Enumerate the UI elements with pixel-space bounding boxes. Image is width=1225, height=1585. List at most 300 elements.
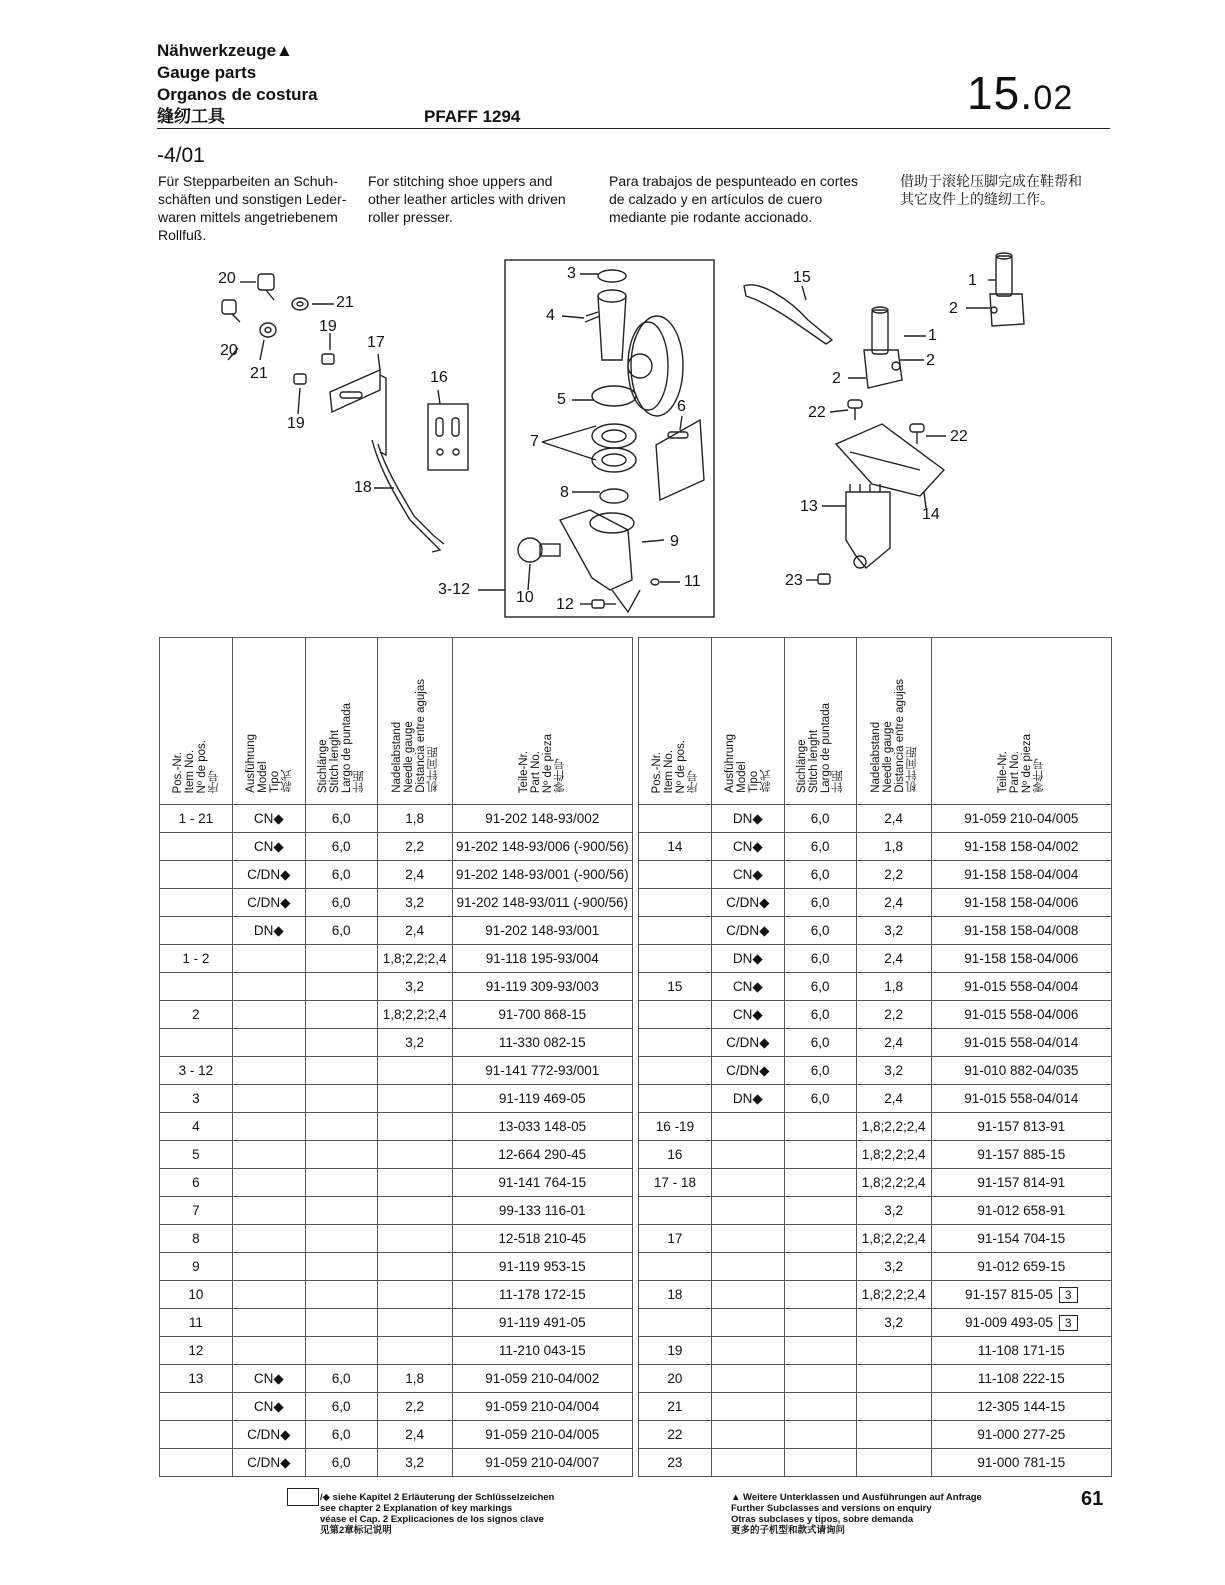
stitch-cell: 6,0 <box>784 945 856 973</box>
stitch-cell <box>305 945 377 973</box>
parts-table-right <box>638 637 1112 1477</box>
pos-cell <box>160 1393 233 1421</box>
part-cell: 91-015 558-04/004 <box>931 973 1111 1001</box>
model-cell: C/DN◆ <box>232 1421 305 1449</box>
needle-cell: 2,4 <box>377 917 452 945</box>
stitch-cell: 6,0 <box>784 861 856 889</box>
stitch-cell <box>784 1449 856 1477</box>
needle-cell: 1,8;2,2;2,4 <box>856 1169 931 1197</box>
stitch-cell <box>305 1337 377 1365</box>
part-cell: 91-157 814-91 <box>931 1169 1111 1197</box>
stitch-cell <box>784 1141 856 1169</box>
model-cell <box>232 1309 305 1337</box>
table-row <box>160 1085 633 1113</box>
pos-cell: 22 <box>639 1421 712 1449</box>
stitch-cell: 6,0 <box>305 861 377 889</box>
pos-cell <box>639 805 712 833</box>
part-cell: 91-012 659-15 <box>931 1253 1111 1281</box>
needle-cell: 2,2 <box>377 1393 452 1421</box>
intro-en: For stitching shoe uppers and other leather articles with driven roller presser. <box>368 173 566 225</box>
pos-cell <box>639 1197 712 1225</box>
part-cell: 91-119 469-05 <box>452 1085 632 1113</box>
reference-note-box: 3 <box>1059 1315 1078 1331</box>
needle-cell: 1,8;2,2;2,4 <box>856 1141 931 1169</box>
col-header-part: Teile-Nr. Part No. Nº de pieza 零件号 <box>452 638 632 805</box>
needle-cell: 3,2 <box>377 1449 452 1477</box>
model-cell <box>232 1085 305 1113</box>
part-cell: 91-015 558-04/006 <box>931 1001 1111 1029</box>
callout-18: 18 <box>354 479 372 496</box>
needle-cell: 1,8 <box>377 1365 452 1393</box>
part-cell: 91-141 764-15 <box>452 1169 632 1197</box>
machine-model: PFAFF 1294 <box>424 107 521 126</box>
reference-note-box: 3 <box>1059 1287 1078 1303</box>
table-row <box>639 917 1112 945</box>
model-cell <box>232 1057 305 1085</box>
callout-3: 3 <box>567 265 576 282</box>
stitch-cell <box>784 1393 856 1421</box>
stitch-cell <box>784 1253 856 1281</box>
table-row <box>639 1449 1112 1477</box>
needle-cell: 2,2 <box>856 861 931 889</box>
needle-cell <box>856 1421 931 1449</box>
table-row <box>160 917 633 945</box>
table-row <box>160 1365 633 1393</box>
needle-cell: 2,2 <box>856 1001 931 1029</box>
part-cell: 91-059 210-04/002 <box>452 1365 632 1393</box>
part-cell: 91-119 953-15 <box>452 1253 632 1281</box>
part-cell: 11-210 043-15 <box>452 1337 632 1365</box>
table-row <box>160 973 633 1001</box>
part-cell: 91-059 210-04/004 <box>452 1393 632 1421</box>
stitch-cell: 6,0 <box>784 1085 856 1113</box>
col-header-part: Teile-Nr. Part No. Nº de pieza 零件号 <box>931 638 1111 805</box>
pos-cell: 4 <box>160 1113 233 1141</box>
needle-cell <box>377 1057 452 1085</box>
table-row <box>639 1001 1112 1029</box>
part-cell: 91-158 158-04/006 <box>931 889 1111 917</box>
part-cell: 11-330 082-15 <box>452 1029 632 1057</box>
table-row <box>160 1057 633 1085</box>
pos-cell: 10 <box>160 1281 233 1309</box>
stitch-cell: 6,0 <box>305 833 377 861</box>
part-cell: 91-154 704-15 <box>931 1225 1111 1253</box>
callout-16: 16 <box>430 369 448 386</box>
pos-cell: 14 <box>639 833 712 861</box>
callout-22: 22 <box>808 404 826 421</box>
model-cell: C/DN◆ <box>232 1449 305 1477</box>
needle-cell: 2,4 <box>856 1085 931 1113</box>
needle-cell: 2,4 <box>377 1421 452 1449</box>
table-row <box>160 945 633 973</box>
stitch-cell: 6,0 <box>784 805 856 833</box>
needle-cell <box>377 1225 452 1253</box>
table-row <box>160 889 633 917</box>
part-cell: 12-518 210-45 <box>452 1225 632 1253</box>
footnote-subclasses: ▲ Weitere Unterklassen und Ausführungen auf Anfrage Further Subclasses and versions on enquiry Otras subclases y tipos, sobre demanda 更多的子机型和款式请询问 <box>731 1492 982 1536</box>
needle-cell: 3,2 <box>377 889 452 917</box>
part-cell: 11-178 172-15 <box>452 1281 632 1309</box>
table-row <box>639 889 1112 917</box>
section-main: 15 <box>967 67 1021 119</box>
pos-cell: 9 <box>160 1253 233 1281</box>
col-header-model: Ausführung Model Tipo 款式 <box>232 638 305 805</box>
model-cell <box>711 1197 784 1225</box>
part-cell: 91-059 210-04/007 <box>452 1449 632 1477</box>
model-cell <box>711 1169 784 1197</box>
table-row <box>160 1281 633 1309</box>
part-cell: 91-202 148-93/011 (-900/56) <box>452 889 632 917</box>
part-cell: 91-010 882-04/035 <box>931 1057 1111 1085</box>
pos-cell: 11 <box>160 1309 233 1337</box>
needle-cell: 3,2 <box>856 1253 931 1281</box>
intro-de: Für Stepparbeiten an Schuh- schäften und sonstigen Leder- waren mittels angetriebenem Rollfuß. <box>158 173 347 243</box>
pos-cell <box>160 833 233 861</box>
callout-6: 6 <box>677 398 686 415</box>
stitch-cell <box>305 1057 377 1085</box>
stitch-cell <box>784 1337 856 1365</box>
needle-cell: 1,8;2,2;2,4 <box>856 1225 931 1253</box>
pos-cell <box>639 861 712 889</box>
stitch-cell: 6,0 <box>305 805 377 833</box>
model-cell <box>711 1309 784 1337</box>
table-row <box>639 945 1112 973</box>
model-cell <box>232 1281 305 1309</box>
model-cell: CN◆ <box>232 1393 305 1421</box>
part-cell: 91-202 148-93/001 <box>452 917 632 945</box>
part-cell: 91-015 558-04/014 <box>931 1085 1111 1113</box>
table-row <box>639 1085 1112 1113</box>
table-row <box>639 1197 1112 1225</box>
needle-cell: 2,4 <box>856 945 931 973</box>
needle-cell: 2,4 <box>856 1029 931 1057</box>
model-cell <box>711 1225 784 1253</box>
model-cell <box>711 1365 784 1393</box>
callout-10: 10 <box>516 589 534 606</box>
model-cell: CN◆ <box>711 861 784 889</box>
col-header-pos: Pos.-Nr. Item No. Nº de pos. 序号 <box>639 638 712 805</box>
needle-cell: 1,8 <box>856 973 931 1001</box>
part-cell: 91-059 210-04/005 <box>452 1421 632 1449</box>
callout-1: 1 <box>928 327 937 344</box>
table-row <box>160 1309 633 1337</box>
model-cell: C/DN◆ <box>232 861 305 889</box>
part-cell: 11-108 171-15 <box>931 1337 1111 1365</box>
pos-cell: 13 <box>160 1365 233 1393</box>
needle-cell: 2,4 <box>856 889 931 917</box>
callout-21: 21 <box>336 294 354 311</box>
stitch-cell <box>305 1309 377 1337</box>
model-cell <box>232 1225 305 1253</box>
pos-cell <box>639 1253 712 1281</box>
model-cell: DN◆ <box>711 805 784 833</box>
table-row <box>160 1393 633 1421</box>
table-row <box>160 1001 633 1029</box>
callout-7: 7 <box>530 433 539 450</box>
model-cell: C/DN◆ <box>711 917 784 945</box>
part-cell: 91-141 772-93/001 <box>452 1057 632 1085</box>
part-cell: 12-305 144-15 <box>931 1393 1111 1421</box>
needle-cell: 3,2 <box>856 917 931 945</box>
stitch-cell <box>784 1365 856 1393</box>
stitch-cell <box>305 973 377 1001</box>
callout-8: 8 <box>560 484 569 501</box>
table-row <box>160 1421 633 1449</box>
model-cell: C/DN◆ <box>711 889 784 917</box>
table-row <box>639 1421 1112 1449</box>
model-cell <box>232 1197 305 1225</box>
pos-cell <box>639 917 712 945</box>
model-cell <box>711 1337 784 1365</box>
table-row <box>160 1225 633 1253</box>
pos-cell: 7 <box>160 1197 233 1225</box>
stitch-cell <box>784 1281 856 1309</box>
model-cell <box>711 1113 784 1141</box>
needle-cell <box>377 1253 452 1281</box>
footnote-key-markings: /◆ siehe Kapitel 2 Erläuterung der Schlüsselzeichen see chapter 2 Explanation of key markings véase el Cap. 2 Explicaciones de los signos clave 见第2章标记说明 <box>320 1492 555 1536</box>
part-cell: 91-012 658-91 <box>931 1197 1111 1225</box>
part-cell: 91-157 885-15 <box>931 1141 1111 1169</box>
stitch-cell <box>305 1253 377 1281</box>
stitch-cell: 6,0 <box>784 833 856 861</box>
table-row <box>639 1253 1112 1281</box>
stitch-cell <box>784 1197 856 1225</box>
callout-2: 2 <box>949 300 958 317</box>
table-row <box>160 1029 633 1057</box>
stitch-cell: 6,0 <box>784 973 856 1001</box>
col-header-stitch: Stichlänge Stitch lenght Largo de puntada 针距 <box>305 638 377 805</box>
model-cell: CN◆ <box>232 805 305 833</box>
model-cell: CN◆ <box>711 833 784 861</box>
pos-cell: 8 <box>160 1225 233 1253</box>
table-row <box>160 1113 633 1141</box>
needle-cell: 2,4 <box>377 861 452 889</box>
needle-cell <box>377 1281 452 1309</box>
table-row <box>160 1169 633 1197</box>
stitch-cell: 6,0 <box>305 889 377 917</box>
model-cell: CN◆ <box>232 1365 305 1393</box>
part-cell: 91-015 558-04/014 <box>931 1029 1111 1057</box>
table-row <box>639 833 1112 861</box>
table-row <box>639 1225 1112 1253</box>
model-cell <box>232 1029 305 1057</box>
table-row <box>160 861 633 889</box>
part-cell: 91-118 195-93/004 <box>452 945 632 973</box>
pos-cell: 3 <box>160 1085 233 1113</box>
needle-cell: 3,2 <box>377 973 452 1001</box>
section-dot: . <box>1020 70 1034 119</box>
model-cell <box>232 1001 305 1029</box>
stitch-cell <box>784 1113 856 1141</box>
part-cell: 91-009 493-05 3 <box>931 1309 1111 1337</box>
model-cell <box>711 1141 784 1169</box>
table-row <box>160 1337 633 1365</box>
needle-cell: 1,8;2,2;2,4 <box>856 1113 931 1141</box>
table-row <box>160 805 633 833</box>
needle-cell <box>856 1393 931 1421</box>
callout-3-12: 3-12 <box>438 581 471 598</box>
model-cell <box>232 1113 305 1141</box>
model-cell: DN◆ <box>711 1085 784 1113</box>
part-cell: 91-119 309-93/003 <box>452 973 632 1001</box>
part-cell: 91-158 158-04/006 <box>931 945 1111 973</box>
needle-cell <box>377 1085 452 1113</box>
parts-table-left <box>159 637 633 1477</box>
callout-22: 22 <box>950 428 968 445</box>
pos-cell: 2 <box>160 1001 233 1029</box>
model-cell: CN◆ <box>232 833 305 861</box>
table-row <box>639 1309 1112 1337</box>
subclass-subtitle: -4/01 <box>157 144 205 167</box>
col-header-needle: Nadelabstand Needle gauge Distancia entre agujas 机针间距 <box>856 638 931 805</box>
pos-cell <box>639 1029 712 1057</box>
needle-cell: 3,2 <box>377 1029 452 1057</box>
callout-4: 4 <box>546 307 555 324</box>
part-cell: 91-157 813-91 <box>931 1113 1111 1141</box>
stitch-cell: 6,0 <box>784 1001 856 1029</box>
callout-21: 21 <box>250 365 268 382</box>
pos-cell <box>639 945 712 973</box>
stitch-cell: 6,0 <box>305 1449 377 1477</box>
part-cell: 91-000 277-25 <box>931 1421 1111 1449</box>
part-cell: 91-158 158-04/008 <box>931 917 1111 945</box>
callout-19: 19 <box>287 415 305 432</box>
pos-cell <box>160 1029 233 1057</box>
model-cell: CN◆ <box>711 973 784 1001</box>
pos-cell <box>160 861 233 889</box>
part-cell: 91-158 158-04/004 <box>931 861 1111 889</box>
stitch-cell: 6,0 <box>784 889 856 917</box>
pos-cell: 6 <box>160 1169 233 1197</box>
title-de: Nähwerkzeuge▲ <box>157 41 293 60</box>
table-row <box>639 1281 1112 1309</box>
table-row <box>639 1057 1112 1085</box>
needle-cell <box>377 1169 452 1197</box>
model-cell <box>232 1253 305 1281</box>
callout-12: 12 <box>556 596 574 613</box>
part-cell: 91-157 815-05 3 <box>931 1281 1111 1309</box>
stitch-cell: 6,0 <box>784 917 856 945</box>
needle-cell <box>377 1141 452 1169</box>
stitch-cell <box>305 1197 377 1225</box>
callout-23: 23 <box>785 572 803 589</box>
model-cell <box>232 973 305 1001</box>
part-cell: 91-202 148-93/001 (-900/56) <box>452 861 632 889</box>
stitch-cell <box>784 1421 856 1449</box>
stitch-cell: 6,0 <box>305 1365 377 1393</box>
stitch-cell <box>305 1281 377 1309</box>
model-cell: CN◆ <box>711 1001 784 1029</box>
needle-cell: 3,2 <box>856 1197 931 1225</box>
stitch-cell <box>305 1225 377 1253</box>
needle-cell <box>377 1337 452 1365</box>
needle-cell: 2,2 <box>377 833 452 861</box>
table-row <box>639 1113 1112 1141</box>
pos-cell: 17 <box>639 1225 712 1253</box>
model-cell <box>711 1449 784 1477</box>
table-row <box>639 1169 1112 1197</box>
needle-cell: 3,2 <box>856 1309 931 1337</box>
part-cell: 91-119 491-05 <box>452 1309 632 1337</box>
table-row <box>160 1197 633 1225</box>
table-row <box>639 861 1112 889</box>
callout-13: 13 <box>800 498 818 515</box>
stitch-cell: 6,0 <box>305 917 377 945</box>
callout-2: 2 <box>926 352 935 369</box>
callout-19: 19 <box>319 318 337 335</box>
callout-11: 11 <box>684 573 701 590</box>
pos-cell: 1 - 2 <box>160 945 233 973</box>
pos-cell: 21 <box>639 1393 712 1421</box>
table-row <box>639 1337 1112 1365</box>
callout-14: 14 <box>922 506 940 523</box>
col-header-model: Ausführung Model Tipo 款式 <box>711 638 784 805</box>
needle-cell: 1,8;2,2;2,4 <box>856 1281 931 1309</box>
table-row <box>639 1141 1112 1169</box>
pos-cell: 20 <box>639 1365 712 1393</box>
part-cell: 91-700 868-15 <box>452 1001 632 1029</box>
title-zh: 缝纫工具 <box>157 107 225 126</box>
table-row <box>639 1029 1112 1057</box>
pos-cell <box>639 1057 712 1085</box>
model-cell: DN◆ <box>232 917 305 945</box>
stitch-cell <box>305 1085 377 1113</box>
pos-cell <box>160 917 233 945</box>
exploded-parts-drawing <box>0 0 1225 640</box>
part-cell: 99-133 116-01 <box>452 1197 632 1225</box>
part-cell: 13-033 148-05 <box>452 1113 632 1141</box>
table-row <box>160 1253 633 1281</box>
stitch-cell <box>305 1113 377 1141</box>
stitch-cell <box>784 1169 856 1197</box>
model-cell <box>232 1141 305 1169</box>
callout-9: 9 <box>670 533 679 550</box>
part-cell: 91-202 148-93/006 (-900/56) <box>452 833 632 861</box>
model-cell <box>711 1421 784 1449</box>
model-cell: C/DN◆ <box>711 1057 784 1085</box>
needle-cell <box>377 1309 452 1337</box>
needle-cell: 3,2 <box>856 1057 931 1085</box>
stitch-cell <box>305 1029 377 1057</box>
stitch-cell: 6,0 <box>305 1421 377 1449</box>
intro-es: Para trabajos de pespunteado en cortes de calzado y en artículos de cuero mediante pie rodante accionado. <box>609 173 859 225</box>
pos-cell: 15 <box>639 973 712 1001</box>
pos-cell <box>639 1001 712 1029</box>
needle-cell <box>856 1337 931 1365</box>
pos-cell <box>160 889 233 917</box>
table-row <box>639 1365 1112 1393</box>
needle-cell <box>377 1197 452 1225</box>
stitch-cell: 6,0 <box>784 1029 856 1057</box>
model-cell: C/DN◆ <box>232 889 305 917</box>
callout-20: 20 <box>218 270 236 287</box>
part-cell: 91-059 210-04/005 <box>931 805 1111 833</box>
pos-cell: 5 <box>160 1141 233 1169</box>
model-cell <box>711 1281 784 1309</box>
pos-cell <box>639 889 712 917</box>
title-en: Gauge parts <box>157 63 257 82</box>
col-header-needle: Nadelabstand Needle gauge Distancia entre agujas 机针间距 <box>377 638 452 805</box>
pos-cell <box>160 1421 233 1449</box>
callout-17: 17 <box>367 334 385 351</box>
title-es: Organos de costura <box>157 85 318 104</box>
needle-cell: 1,8 <box>377 805 452 833</box>
callout-2: 2 <box>832 370 841 387</box>
table-row <box>639 973 1112 1001</box>
part-cell: 91-000 781-15 <box>931 1449 1111 1477</box>
model-cell <box>232 1337 305 1365</box>
part-cell: 11-108 222-15 <box>931 1365 1111 1393</box>
